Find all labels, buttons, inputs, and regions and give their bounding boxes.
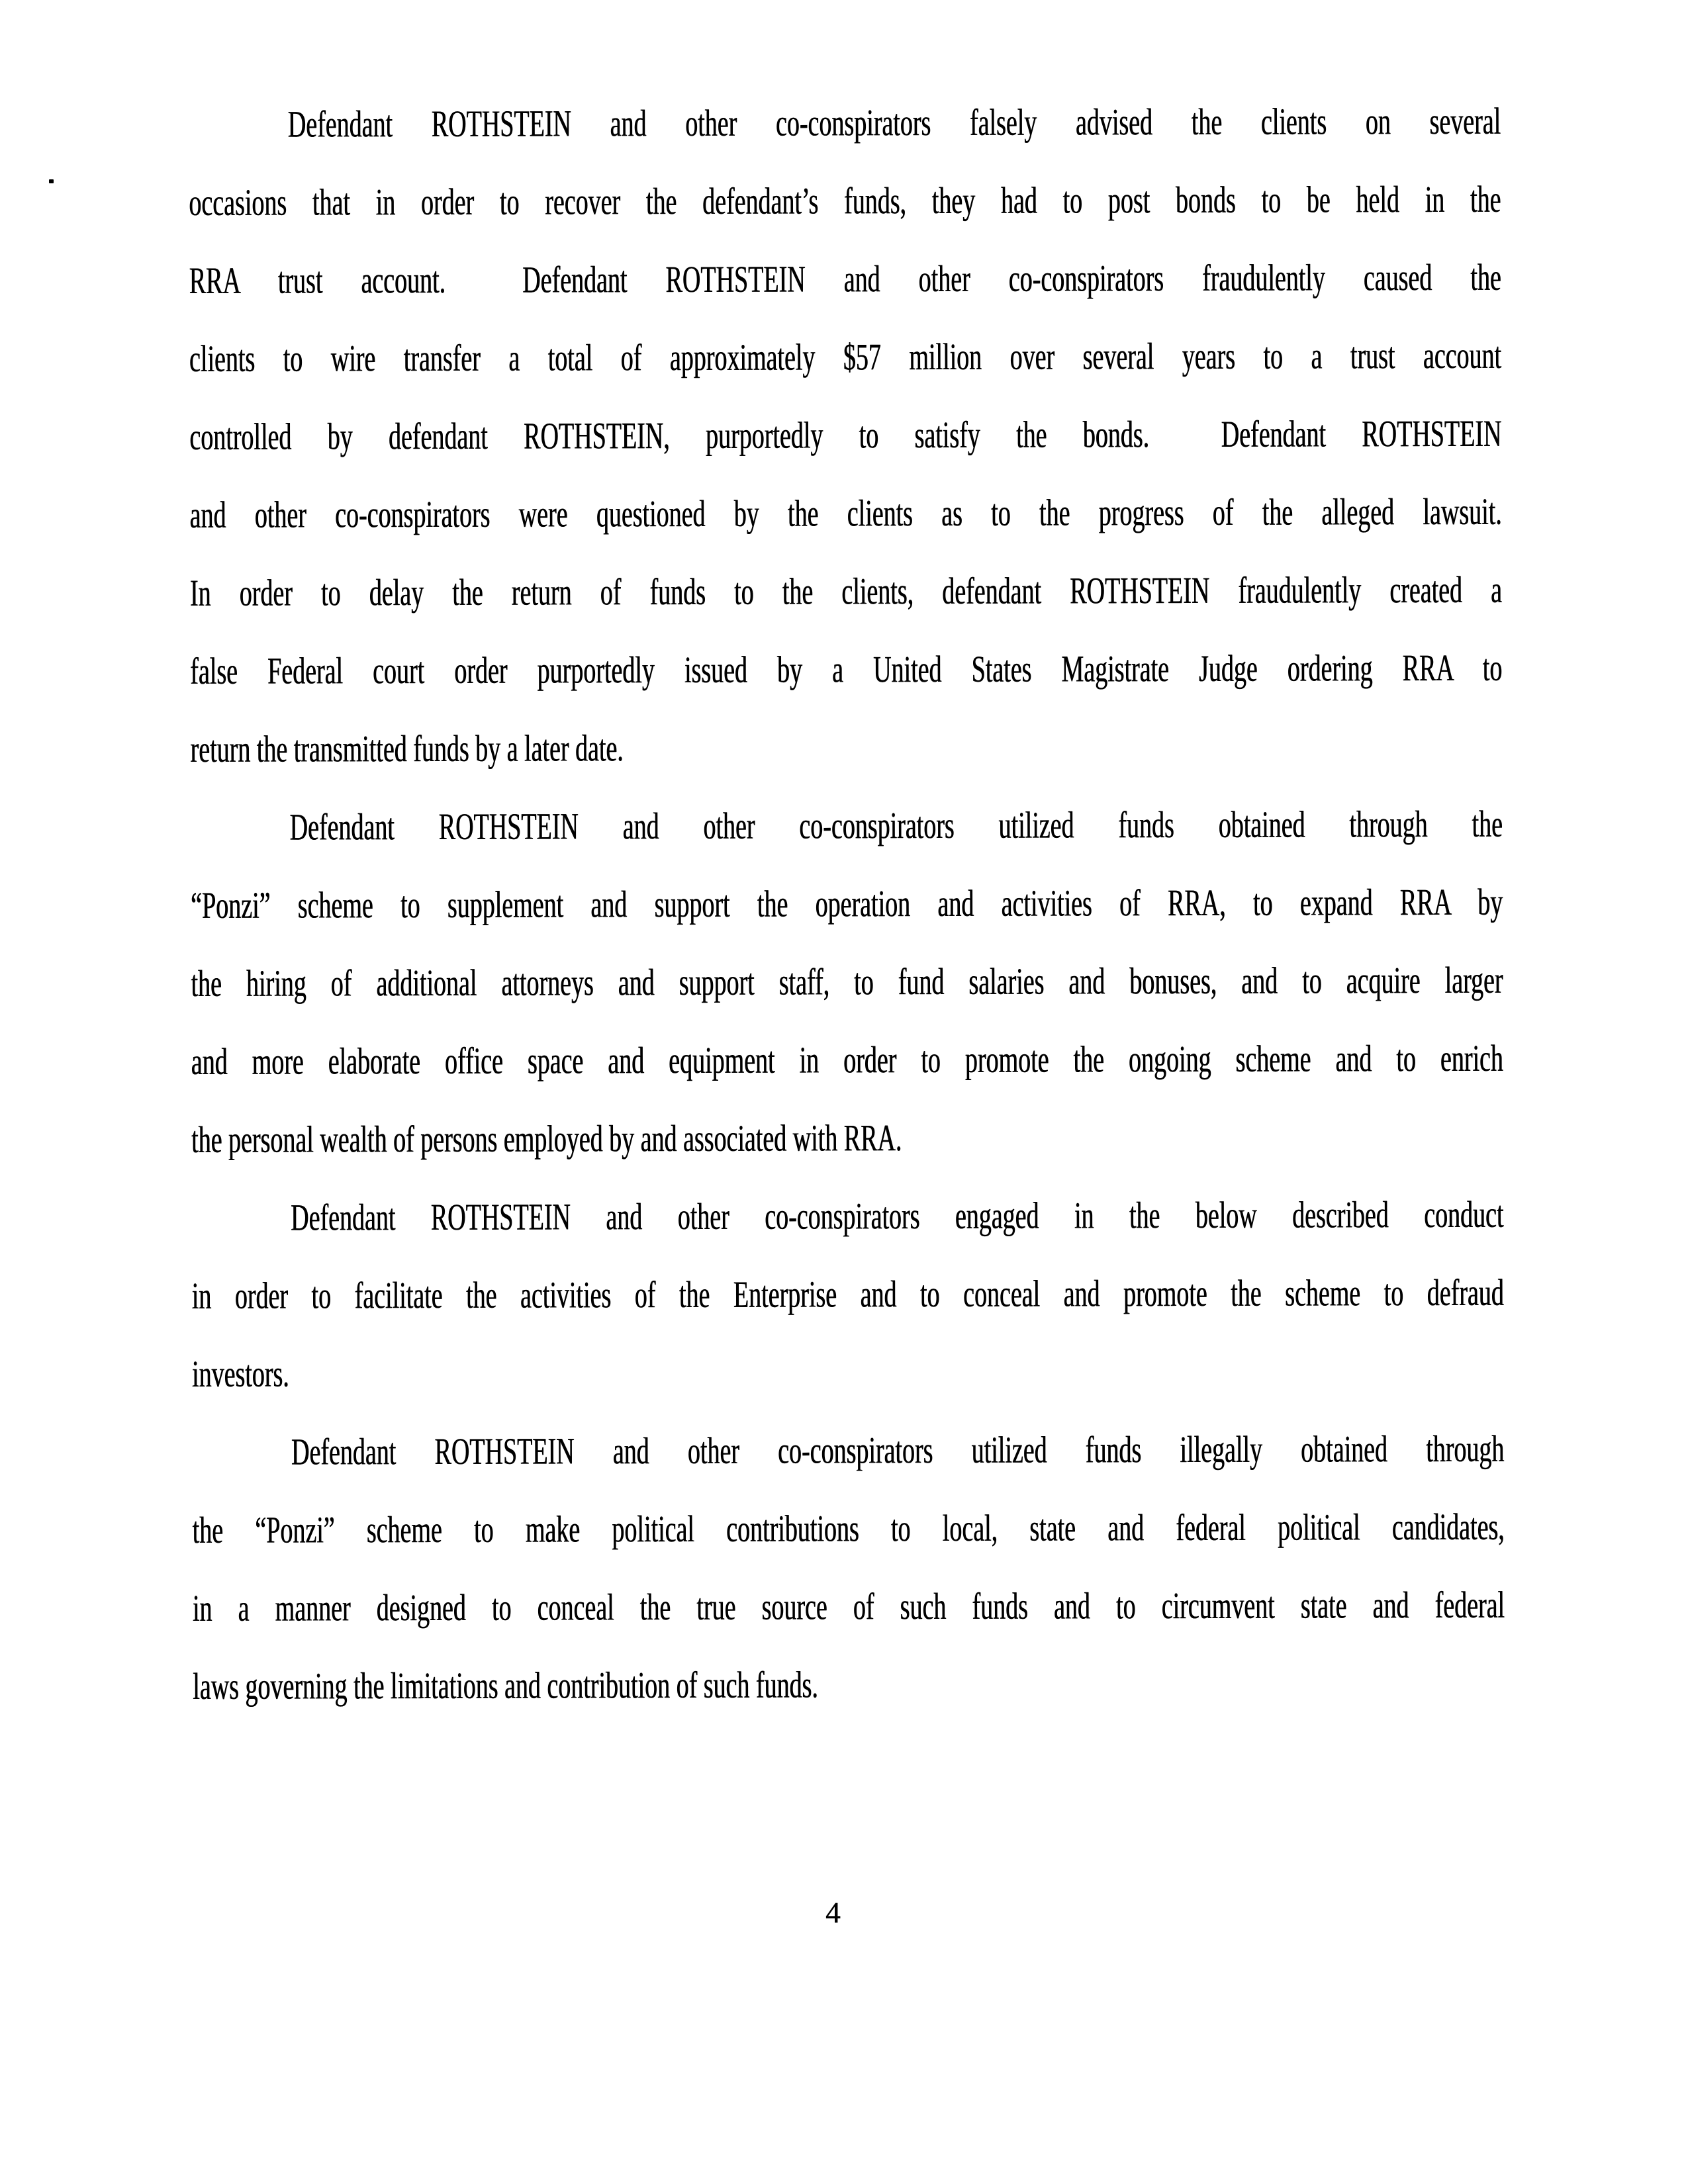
- text-line: Defendant ROTHSTEIN and other co-conspirators engaged in the below described conduct: [290, 1193, 1504, 1239]
- text-line: In order to delay the return of funds to the clients, defendant ROTHSTEIN fraudulently created a: [189, 568, 1502, 614]
- text-line: Defendant ROTHSTEIN and other co-conspirators utilized funds obtained through the: [289, 802, 1503, 848]
- text-line: the personal wealth of persons employed by and associated with RRA.: [191, 1116, 902, 1161]
- text-line: Defendant ROTHSTEIN and other co-conspirators falsely advised the clients on several: [287, 99, 1501, 146]
- text-line: in order to facilitate the activities of the Enterprise and to conceal and promote the scheme to defraud: [191, 1271, 1504, 1317]
- text-line: return the transmitted funds by a later date.: [190, 726, 624, 770]
- document-body: [189, 81, 1505, 1725]
- text-line: Defendant ROTHSTEIN and other co-conspirators utilized funds illegally obtained through: [291, 1427, 1505, 1473]
- text-line: the hiring of additional attorneys and support staff, to fund salaries and bonuses, and to acquire larger: [191, 958, 1503, 1005]
- text-line: in a manner designed to conceal the true source of such funds and to circumvent state and federal: [192, 1583, 1505, 1629]
- text-line: the “Ponzi” scheme to make political contributions to local, state and federal political candidates,: [192, 1505, 1505, 1551]
- text-line: “Ponzi” scheme to supplement and support the operation and activities of RRA, to expand RRA by: [190, 880, 1503, 927]
- text-line: clients to wire transfer a total of approximately $57 million over several years to a trust account: [189, 334, 1501, 380]
- text-line: laws governing the limitations and contribution of such funds.: [193, 1663, 818, 1707]
- page-number: 4: [825, 1896, 841, 1929]
- text-line: and other co-conspirators were questioned by the clients as to the progress of the alleged lawsuit.: [189, 490, 1502, 536]
- text-line: investors.: [191, 1352, 289, 1395]
- text-line: controlled by defendant ROTHSTEIN, purportedly to satisfy the bonds. Defendant ROTHSTEIN: [189, 412, 1502, 458]
- text-line: false Federal court order purportedly issued by a United States Magistrate Judge ordering RRA to: [189, 646, 1503, 692]
- text-line: RRA trust account. Defendant ROTHSTEIN and other co-conspirators fraudulently caused the: [189, 255, 1501, 302]
- text-line: occasions that in order to recover the defendant’s funds, they had to post bonds to be held in the: [189, 177, 1501, 224]
- text-line: and more elaborate office space and equipment in order to promote the ongoing scheme and to enrich: [191, 1036, 1503, 1083]
- scan-speck-mark: [49, 179, 54, 183]
